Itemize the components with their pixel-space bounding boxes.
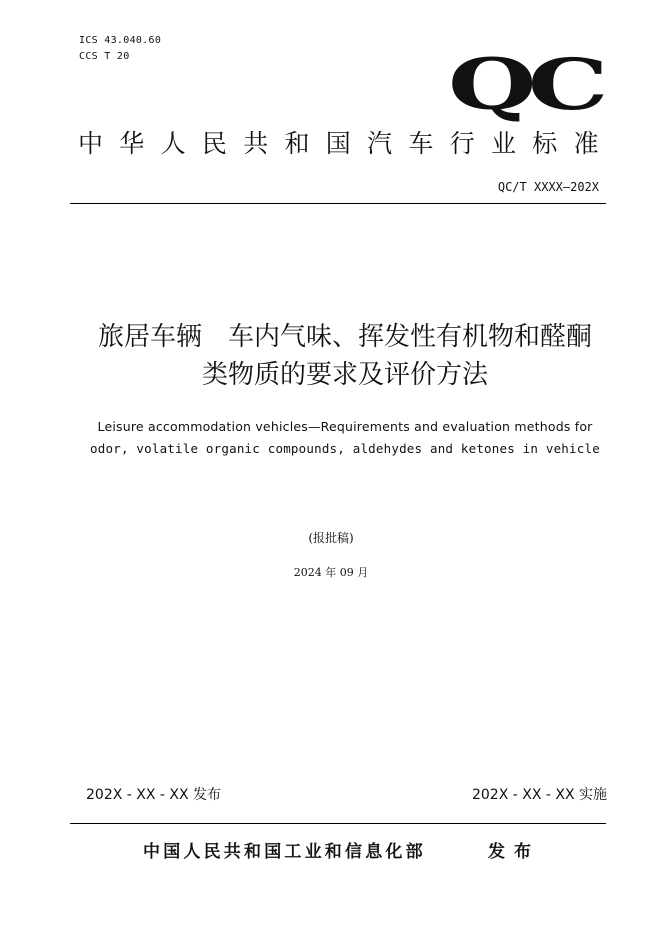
classification-codes [79,33,161,65]
chinese-title-line-1: 旅居车辆 车内气味、挥发性有机物和醛酮 [97,322,592,352]
publish-label: 发布 [488,842,540,862]
bottom-divider [70,823,606,824]
implementation-date: 202X - XX - XX 实施 [471,787,607,803]
chinese-title-line-2: 类物质的要求及评价方法 [201,360,488,390]
english-title-line-2: odor, volatile organic compounds, aldehydes and ketones in vehicle [90,441,600,456]
standard-code: QC/T XXXX—202X [497,180,599,194]
industry-standard-title: 中华人民共和国汽车行业标准 [78,129,615,158]
english-title-line-1: Leisure accommodation vehicles—Requirements and evaluation methods for [97,419,593,434]
issue-date: 202X - XX - XX 发布 [86,787,222,803]
draft-status: (报批稿) [308,531,354,545]
qc-logo: QC [448,43,600,126]
publisher-name: 中国人民共和国工业和信息化部 [143,842,426,862]
chinese-title [60,318,630,394]
ics-code: ICS 43.040.60 [79,35,162,46]
english-title [60,416,630,460]
ccs-code: CCS T 20 [79,51,130,62]
top-divider [70,203,606,204]
draft-date: 2024 年 09 月 [293,566,369,579]
